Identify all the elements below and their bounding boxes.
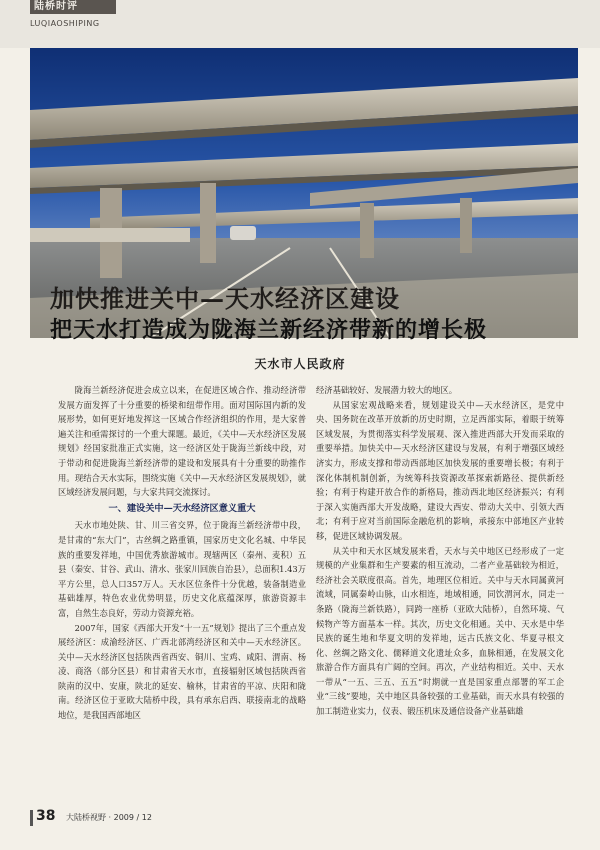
section-heading: 一、建设关中—天水经济区意义重大 (108, 502, 256, 514)
bridge-pier (460, 198, 472, 253)
section-tag-en: LUQIAOSHIPING (30, 19, 100, 28)
section-tag: 陆桥时评 (30, 0, 116, 14)
article-column-left (58, 383, 306, 723)
paragraph: 2007年，国家《西部大开发“十一五”规划》提出了三个重点发展经济区：成渝经济区、广西北部湾经济区和关中—天水经济区。关中—天水经济区包括陕西省西安、铜川、宝鸡、咸阳、渭南、杨凌、商洛（部分区县）和甘肃省天水市，直接辐射区域包括陕西省陕南的汉中、安康，陕北的延安、榆林，甘肃省的平凉、庆阳和陇南。经济区位于亚欧大陆桥中段，具有承东启西、联接南北的战略地位，是我国西部地区 (58, 622, 306, 721)
paragraph: 陇海兰新经济促进会成立以来，在促进区域合作、推动经济带发展方面发挥了十分重要的桥梁和纽带作用。面对国际国内新的发展形势，如何更好地发挥这一区域合作经济组织的作用，是大家普遍关注和亟需探讨的一个重大课题。最近，《关中—天水经济区发展规划》经国家批准正式实施，这一经济区处于陇海兰新线中段，对于带动和促进陇海兰新经济带的建设和发展具有十分重要的助推作用。现结合天水实际，围绕实施《关中—天水经济区发展规划》，就区域经济发展问题，与大家共同交流探讨。 (58, 385, 306, 498)
paragraph: 经济基础较好、发展潜力较大的地区。 (316, 385, 458, 395)
article-column-right (316, 383, 564, 719)
bridge-pier (360, 203, 374, 258)
footer-bar (30, 810, 33, 826)
issue-info: 大陆桥视野 · 2009 / 12 (66, 813, 152, 822)
headline-main: 加快推进关中—天水经济区建设 (50, 284, 400, 313)
bridge-pier (200, 183, 216, 263)
byline: 天水市人民政府 (254, 357, 346, 371)
paragraph: 天水市地处陕、甘、川三省交界，位于陇海兰新经济带中段，是甘肃的“东大门”，古丝绸之路重镇，国家历史文化名城、中华民族的重要发祥地，中国优秀旅游城市。现辖两区（秦州、麦积）五县（秦安、甘谷、武山、清水、张家川回族自治县），总面积1.43万平方公里，总人口357万人。天水区位条件十分优越，装备制造业基础雄厚，特色农业优势明显，历史文化底蕴深厚，旅游资源丰富，自然生态良好，劳动力资源充裕。 (58, 520, 306, 618)
paragraph: 从国家宏观战略来看，规划建设关中—天水经济区，是党中央、国务院在改革开放新的历史时期，立足西部实际，着眼于统筹区域发展，为贯彻落实科学发展观、深入推进西部大开发而采取的重要举措。加快关中—天水经济区建设与发展，有利于增强区域经济实力，形成支撑和带动西部地区加快发展的重要增长极；有利于深化体制机制创新，为统筹科技资源改革探索新路径、提供新经验；有利于构建开放合作的新格局，推动西北地区经济振兴；有利于深入实施西部大开发战略，建设大西安、带动大关中、引领大西北；有利于应对当前国际金融危机的影响，承接东中部地区产业转移，促进区域协调发展。 (316, 399, 564, 541)
headline-sub: 把天水打造成为陇海兰新经济带新的增长极 (50, 318, 488, 343)
page-number: 38 (36, 808, 56, 824)
car (230, 226, 256, 240)
paragraph: 从关中和天水区域发展来看，天水与关中地区已经形成了一定规模的产业集群和生产要素的相互流动，二者产业基础较为相近，经济社会关联度很高。首先，地理区位相近。关中与天水同属黄河流域，同属秦岭山脉，山水相连，地域相通，同饮渭河水，同走一条路（陇海兰新铁路），同跨一座桥（亚欧大陆桥），自然环境、气候物产等方面基本一样。其次，历史文化相通。关中、天水是中华民族的诞生地和华夏文明的发祥地，远古氏族文化、华夏寻根文化、丝绸之路文化、儒释道文化遗址众多，血脉相通，在发展文化旅游合作方面具有广阔的空间。再次，产业结构相近。关中、天水一带从“一五、三五、五五”时期就一直是国家重点部署的军工企业“三线”要地，关中地区具备较强的工业基础，而天水具有较强的加工制造业实力，仪表、锻压机床及通信设备产业基础雄 (316, 545, 564, 717)
